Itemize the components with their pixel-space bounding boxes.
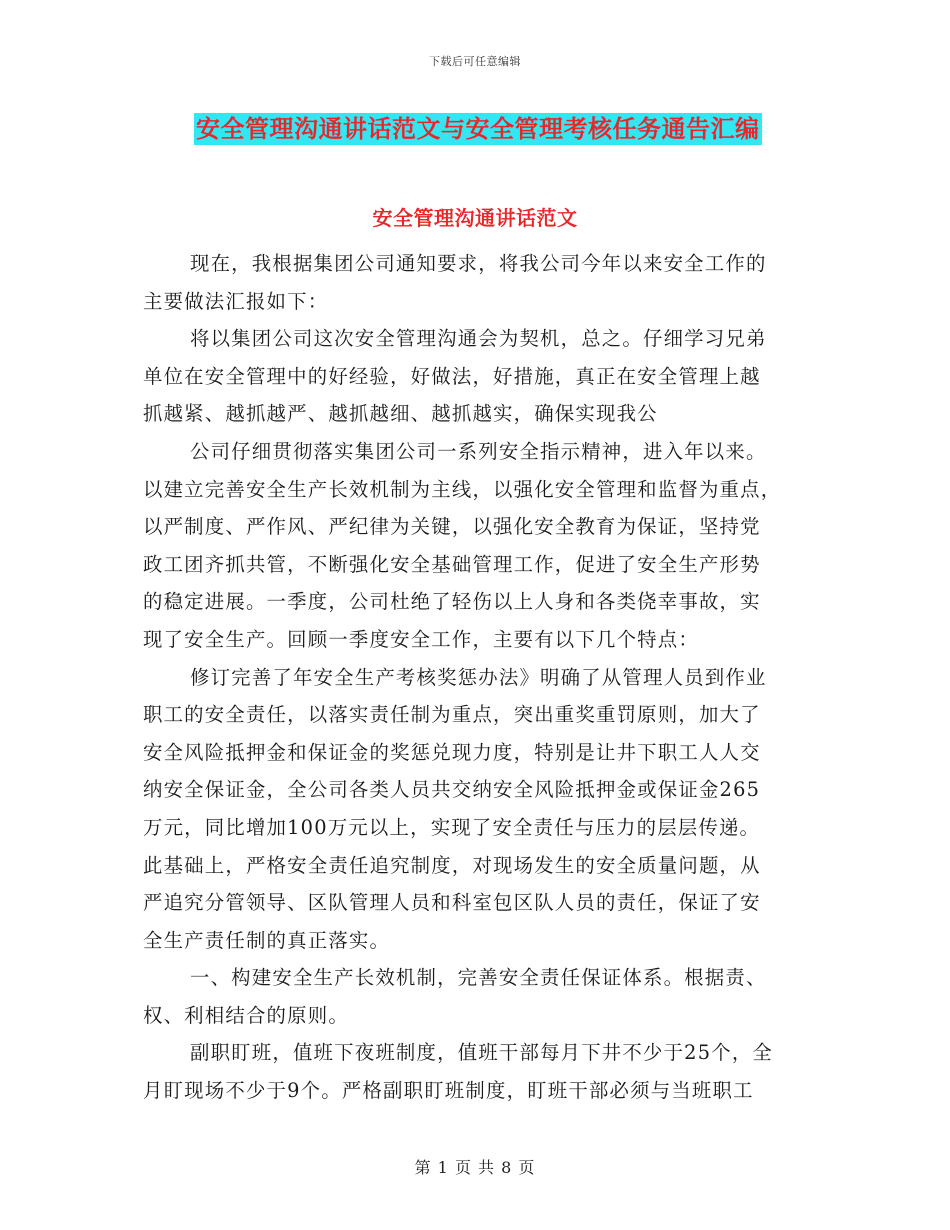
text-line: 抓越紧、越抓越严、越抓越细、越抓越实，确保实现我公	[143, 402, 658, 426]
text-line: 职工的安全责任，以落实责任制为重点，突出重奖重罚原则，加大了	[143, 703, 761, 727]
text-line: 主要做法汇报如下：	[143, 289, 329, 313]
section-heading: 安全管理沟通讲话范文	[372, 206, 578, 230]
text-line: 现在，我根据集团公司通知要求，将我公司今年以来安全工作的	[190, 252, 767, 275]
text-line: 安全风险抵押金和保证金的奖惩兑现力度，特别是让井下职工人人交	[143, 740, 761, 764]
header-note: 下载后可任意编辑	[429, 55, 521, 68]
text-line: 修订完善了年安全生产考核奖惩办法》明确了从管理人员到作业	[190, 665, 767, 689]
page-footer: 第 1 页 共 8 页	[414, 1158, 536, 1177]
text-line: 政工团齐抓共管，不断强化安全基础管理工作，促进了安全生产形势	[143, 552, 761, 576]
text-line: 月盯现场不少于9个。严格副职盯班制度，盯班干部必须与当班职工	[143, 1079, 754, 1103]
text-line: 以严制度、严作风、严纪律为关键，以强化安全教育为保证，坚持党	[143, 515, 761, 539]
text-line: 纳安全保证金，全公司各类人员共交纳安全风险抵押金或保证金265	[143, 778, 761, 802]
text-line: 权、利相结合的原则。	[143, 1003, 349, 1027]
text-line: 此基础上，严格安全责任追究制度，对现场发生的安全质量问题，从	[143, 853, 761, 877]
text-line: 将以集团公司这次安全管理沟通会为契机，总之。仔细学习兄弟	[190, 327, 767, 351]
text-line: 一、构建安全生产长效机制，完善安全责任保证体系。根据责、	[190, 966, 767, 990]
text-line: 全生产责任制的真正落实。	[143, 928, 391, 952]
text-line: 单位在安全管理中的好经验，好做法，好措施，真正在安全管理上越	[143, 364, 761, 388]
text-line: 副职盯班，值班下夜班制度，值班干部每月下井不少于25个，全	[190, 1041, 774, 1065]
text-line: 现了安全生产。回顾一季度安全工作，主要有以下几个特点：	[143, 627, 699, 651]
text-line: 公司仔细贯彻落实集团公司一系列安全指示精神，进入年以来。	[190, 439, 767, 463]
document-title: 安全管理沟通讲话范文与安全管理考核任务通告汇编	[196, 114, 760, 143]
text-line: 严追究分管领导、区队管理人员和科室包区队人员的责任，保证了安	[143, 891, 761, 915]
text-line: 以建立完善安全生产长效机制为主线，以强化安全管理和监督为重点，	[143, 477, 782, 501]
text-line: 万元，同比增加100万元以上，实现了安全责任与压力的层层传递。	[143, 815, 761, 839]
body-text	[143, 245, 808, 1110]
text-line: 的稳定进展。一季度，公司杜绝了轻伤以上人身和各类侥幸事故，实	[143, 590, 761, 614]
